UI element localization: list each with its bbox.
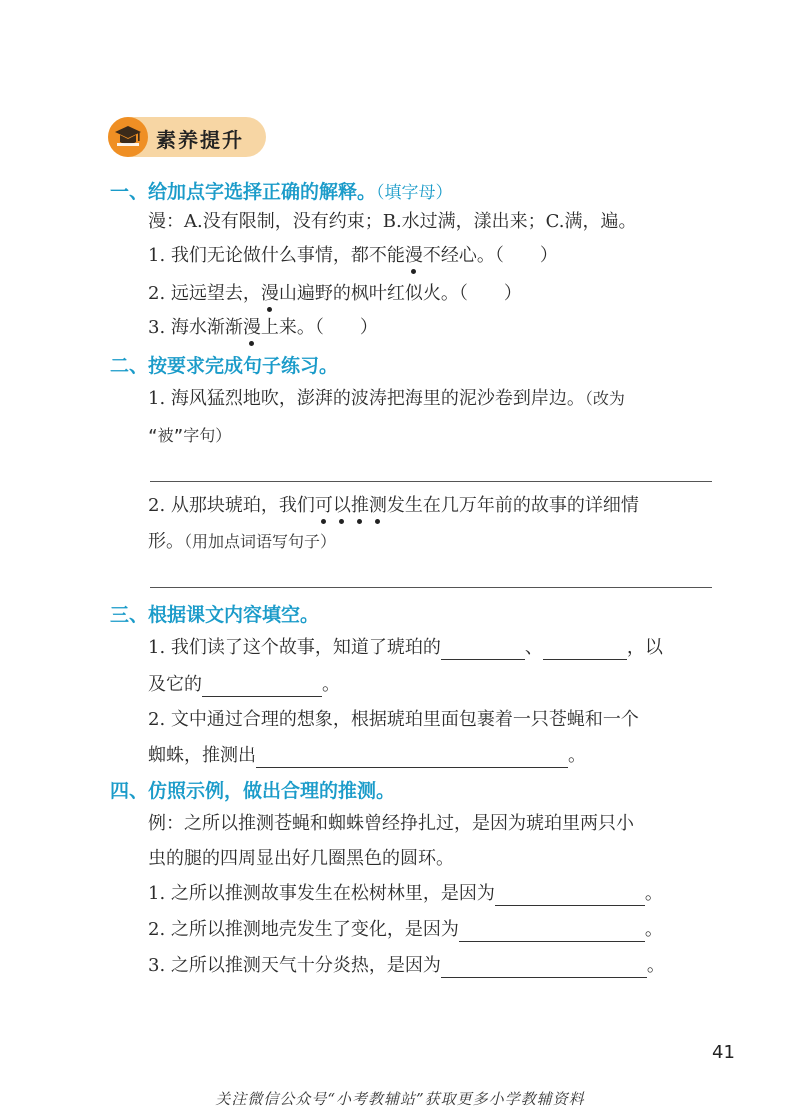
example-line2: 虫的腿的四周显出好几圈黑色的圆环。: [148, 848, 454, 869]
section3-heading: 三、根据课文内容填空。: [110, 604, 320, 626]
q1-3-text-a: 3. 海水渐渐: [148, 317, 243, 338]
emphasis-char: 漫: [242, 317, 261, 338]
emphasis-char: 以: [332, 495, 351, 516]
q4-2-end: 。: [644, 919, 663, 940]
q4-1-end: 。: [644, 883, 663, 904]
fill-blank[interactable]: [543, 641, 627, 660]
page-number: 41: [712, 1042, 735, 1063]
question-2-1-line1: [148, 387, 625, 411]
q3-1-text-a: 1. 我们读了这个故事，知道了琥珀的: [148, 637, 441, 658]
question-1-2: [148, 282, 522, 306]
fill-blank[interactable]: [459, 923, 645, 942]
q3-1-text-c: 及它的: [148, 674, 202, 695]
q2-1-note-cont: “被”字句）: [148, 426, 232, 445]
question-4-3: [148, 954, 665, 978]
q3-2-text-a: 蜘蛛，推测出: [148, 745, 256, 766]
q2-2-text-c: 形。: [148, 531, 184, 552]
graduation-cap-icon: [108, 117, 148, 157]
section1-note: （填字母）: [376, 183, 453, 203]
section4-heading: 四、仿照示例，做出合理的推测。: [110, 780, 396, 802]
fill-blank[interactable]: [441, 641, 525, 660]
question-3-2-line1: 2. 文中通过合理的想象，根据琥珀里面包裹着一只苍蝇和一个: [148, 709, 639, 730]
q4-1-text: 1. 之所以推测故事发生在松树林里，是因为: [148, 883, 495, 904]
q4-3-text: 3. 之所以推测天气十分炎热，是因为: [148, 955, 441, 976]
fill-blank[interactable]: [256, 749, 568, 768]
question-3-2-line2: [148, 744, 586, 768]
q2-2-note: （用加点词语写句子）: [184, 532, 337, 551]
q4-2-text: 2. 之所以推测地壳发生了变化，是因为: [148, 919, 459, 940]
emphasis-char: 漫: [404, 245, 423, 266]
emphasis-char: 漫: [260, 283, 279, 304]
q1-3-text-b: 上来。（ ）: [260, 317, 378, 338]
q1-1-text-b: 不经心。（ ）: [422, 245, 558, 266]
question-2-2-line1: [148, 494, 639, 518]
q1-2-text-a: 2. 远远望去，: [148, 283, 261, 304]
q2-2-text-b: 发生在几万年前的故事的详细情: [386, 495, 639, 516]
section-badge: [108, 117, 266, 157]
q2-1-note: （改为: [584, 389, 625, 408]
answer-line-2-2[interactable]: [150, 587, 712, 588]
badge-title: 素养提升: [156, 128, 244, 152]
emphasis-char: 可: [314, 495, 333, 516]
footer-note: 关注微信公众号“小考教辅站”获取更多小学教辅资料: [215, 1090, 585, 1108]
answer-line-2-1[interactable]: [150, 481, 712, 482]
fill-blank[interactable]: [495, 887, 645, 906]
definition-line: 漫：A.没有限制，没有约束；B.水过满，漾出来；C.满，遍。: [148, 211, 637, 232]
q1-1-text-a: 1. 我们无论做什么事情，都不能: [148, 245, 405, 266]
question-2-2-line2: [148, 530, 336, 554]
q4-3-end: 。: [646, 955, 665, 976]
question-1-1: [148, 244, 558, 268]
q3-2-end: 。: [568, 745, 586, 766]
q1-2-text-b: 山遍野的枫叶红似火。（ ）: [278, 283, 522, 304]
question-1-3: [148, 316, 378, 340]
fill-blank[interactable]: [202, 678, 322, 697]
section1-title: 一、给加点字选择正确的解释。: [110, 181, 377, 203]
question-3-1-line1: [148, 636, 663, 660]
q2-1-text: 1. 海风猛烈地吹，澎湃的波涛把海里的泥沙卷到岸边。: [148, 388, 585, 409]
question-2-1-line2: [148, 424, 231, 448]
emphasis-char: 推: [350, 495, 369, 516]
question-4-1: [148, 882, 663, 906]
emphasis-char: 测: [368, 495, 387, 516]
q3-1-end: 。: [322, 674, 340, 695]
section2-heading: 二、按要求完成句子练习。: [110, 355, 339, 377]
fill-blank[interactable]: [441, 959, 647, 978]
q2-2-text-a: 2. 从那块琥珀，我们: [148, 495, 315, 516]
question-4-2: [148, 918, 663, 942]
example-line1: 例：之所以推测苍蝇和蜘蛛曾经挣扎过，是因为琥珀里两只小: [148, 813, 634, 834]
q3-1-text-b: ，以: [626, 637, 663, 658]
section1-heading: [110, 177, 453, 204]
question-3-1-line2: [148, 673, 340, 697]
q3-1-sep: 、: [524, 637, 543, 658]
